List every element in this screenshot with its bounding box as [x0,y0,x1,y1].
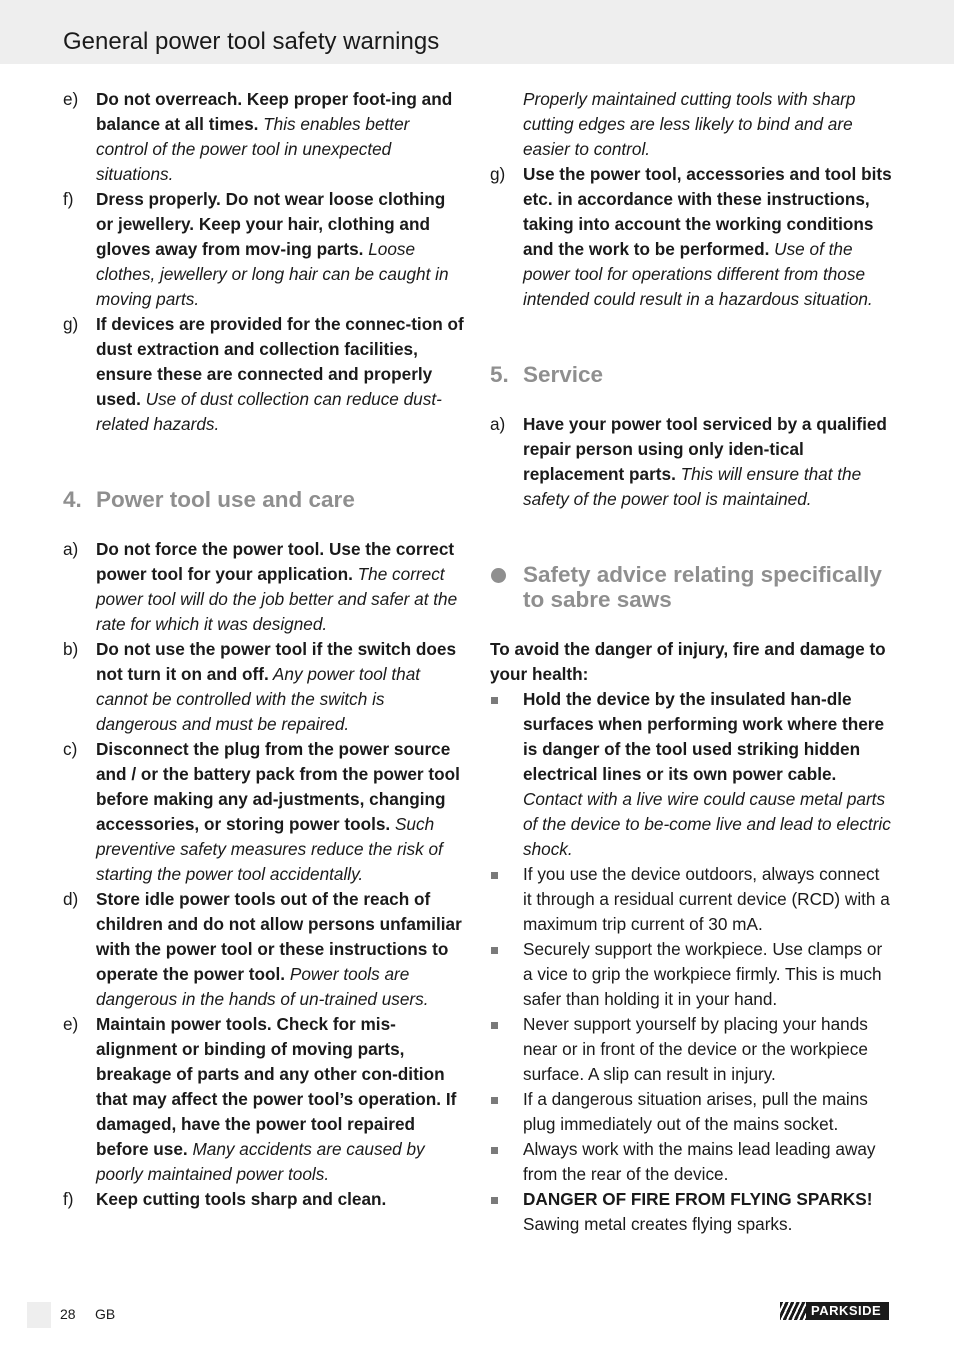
right-column [490,87,892,1237]
item-label: g) [63,314,79,334]
item-label: a) [490,414,506,434]
item-italic-text: Contact with a live wire could cause metal parts of the device to be-come live and lead to electric shock. [523,789,891,859]
list-item [490,412,892,512]
item-italic-text: This will ensure that the safety of the power tool is maintained. [523,464,862,509]
list-item [490,1187,892,1237]
item-italic-text: Many accidents are caused by poorly maintained power tools. [96,1139,425,1184]
item-italic-text: Use of the power tool for operations different from those intended could result in a hazardous situation. [523,239,873,309]
square-bullet-icon [491,1097,498,1104]
item-italic-text: Use of dust collection can reduce dust-related hazards. [96,389,442,434]
list-item [63,312,465,437]
bullet-dot-icon [491,568,506,583]
item-label: e) [63,89,79,109]
list-item [63,537,465,637]
page-title: General power tool safety warnings [63,28,440,55]
item-label: e) [63,1014,79,1034]
section-title-text: Power tool use and care [96,487,355,512]
item-label: c) [63,739,78,759]
item-label: f) [63,1189,74,1209]
square-bullet-icon [491,1197,498,1204]
item-bold-text: Do not use the power tool if the switch does not turn it on and off. [96,639,456,684]
list-item [490,687,892,862]
footer-page-box [27,1302,51,1328]
square-bullet-icon [491,947,498,954]
square-bullet-icon [491,1022,498,1029]
item-text: Always work with the mains lead leading away from the rear of the device. [523,1139,876,1184]
section-heading-power-tool-use [63,487,465,512]
item-bold-text: Keep cutting tools sharp and clean. [96,1189,387,1209]
item-text: Securely support the workpiece. Use clamps or a vice to grip the workpiece firmly. This is much safer than holding it in your hand. [523,939,883,1009]
item-label: f) [63,189,74,209]
item-text: Sawing metal creates flying sparks. [523,1214,793,1234]
square-bullet-icon [491,1147,498,1154]
brand-logo [780,1302,889,1320]
list-item [63,637,465,737]
item-bold-text: Store idle power tools out of the reach of children and do not allow persons unfamiliar with the power tool or these instructions to operate the power tool. [96,889,462,984]
item-bold-text: Have your power tool serviced by a qualified repair person using only iden-tical replacement parts. [523,414,887,484]
item-bold-text: Disconnect the plug from the power source and / or the battery pack from the power tool before making any ad-justments, changing accessories, or storing power tools. [96,739,460,834]
intro-text: To avoid the danger of injury, fire and damage to your health: [490,639,886,684]
item-bold-text: Do not overreach. Keep proper foot-ing and balance at all times. [96,89,453,134]
brand-name: PARKSIDE [811,1303,882,1318]
list-item [63,87,465,187]
page-number: 28 [60,1306,76,1322]
list-item [63,1012,465,1187]
square-bullet-icon [491,697,498,704]
list-item [490,862,892,937]
item-italic-text: Power tools are dangerous in the hands of un-trained users. [96,964,429,1009]
item-text: Never support yourself by placing your hands near or in front of the device or the workpiece surface. A slip can result in injury. [523,1014,868,1084]
list-item [63,887,465,1012]
language-code: GB [95,1306,116,1322]
section-number: 5. [490,362,509,387]
left-column [63,87,465,1212]
list-item [490,1137,892,1187]
list-item [63,187,465,312]
item-text: If you use the device outdoors, always connect it through a residual current device (RCD) with a maximum trip current of 30 mA. [523,864,890,934]
item-bold-text: Hold the device by the insulated han-dle surfaces when performing work where there is danger of the tool used striking hidden electrical lines or its own power cable. [523,689,885,784]
item-bold-text: DANGER OF FIRE FROM FLYING SPARKS! [523,1189,873,1209]
continuation-text: Properly maintained cutting tools with sharp cutting edges are less likely to bind and are easier to control. [523,89,856,159]
item-label: b) [63,639,79,659]
item-italic-text: Such preventive safety measures reduce the risk of starting the power tool accidentally. [96,814,443,884]
item-italic-text: This enables better control of the power tool in unexpected situations. [96,114,410,184]
section-title-text: Service [523,362,604,387]
item-bold-text: Use the power tool, accessories and tool bits etc. in accordance with these instructions, taking into account the working conditions and the work to be performed. [523,164,892,259]
list-item [63,1187,465,1212]
brand-stripes-icon [780,1302,806,1320]
item-label: g) [490,164,506,184]
item-italic-text: Loose clothes, jewellery or long hair can be caught in moving parts. [96,239,449,309]
section-heading-service [490,362,892,387]
item-text: If a dangerous situation arises, pull the mains plug immediately out of the mains socket. [523,1089,868,1134]
section-title-text: Safety advice relating specifically to sabre saws [523,562,882,612]
section-number: 4. [63,487,82,512]
item-label: d) [63,889,79,909]
item-label: a) [63,539,79,559]
list-item [490,1087,892,1137]
item-bold-text: If devices are provided for the connec-tion of dust extraction and collection facilities, ensure these are connected and properly used. [96,314,464,409]
list-item [63,737,465,887]
square-bullet-icon [491,872,498,879]
item-bold-text: Do not force the power tool. Use the correct power tool for your application. [96,539,455,584]
item-italic-text: The correct power tool will do the job better and safer at the rate for which it was designed. [96,564,458,634]
item-bold-text: Maintain power tools. Check for mis-alignment or binding of moving parts, breakage of parts and any other con-dition that may affect the power tool’s operation. If damaged, have the power tool repaired before use. [96,1014,457,1159]
item-italic-text: Any power tool that cannot be controlled with the switch is dangerous and must be repaired. [96,664,421,734]
list-item [490,1012,892,1087]
list-item [490,162,892,312]
item-bold-text: Dress properly. Do not wear loose clothing or jewellery. Keep your hair, clothing and gloves away from mov-ing parts. [96,189,446,259]
list-item [490,937,892,1012]
section-heading-sabre-saws [490,562,892,612]
